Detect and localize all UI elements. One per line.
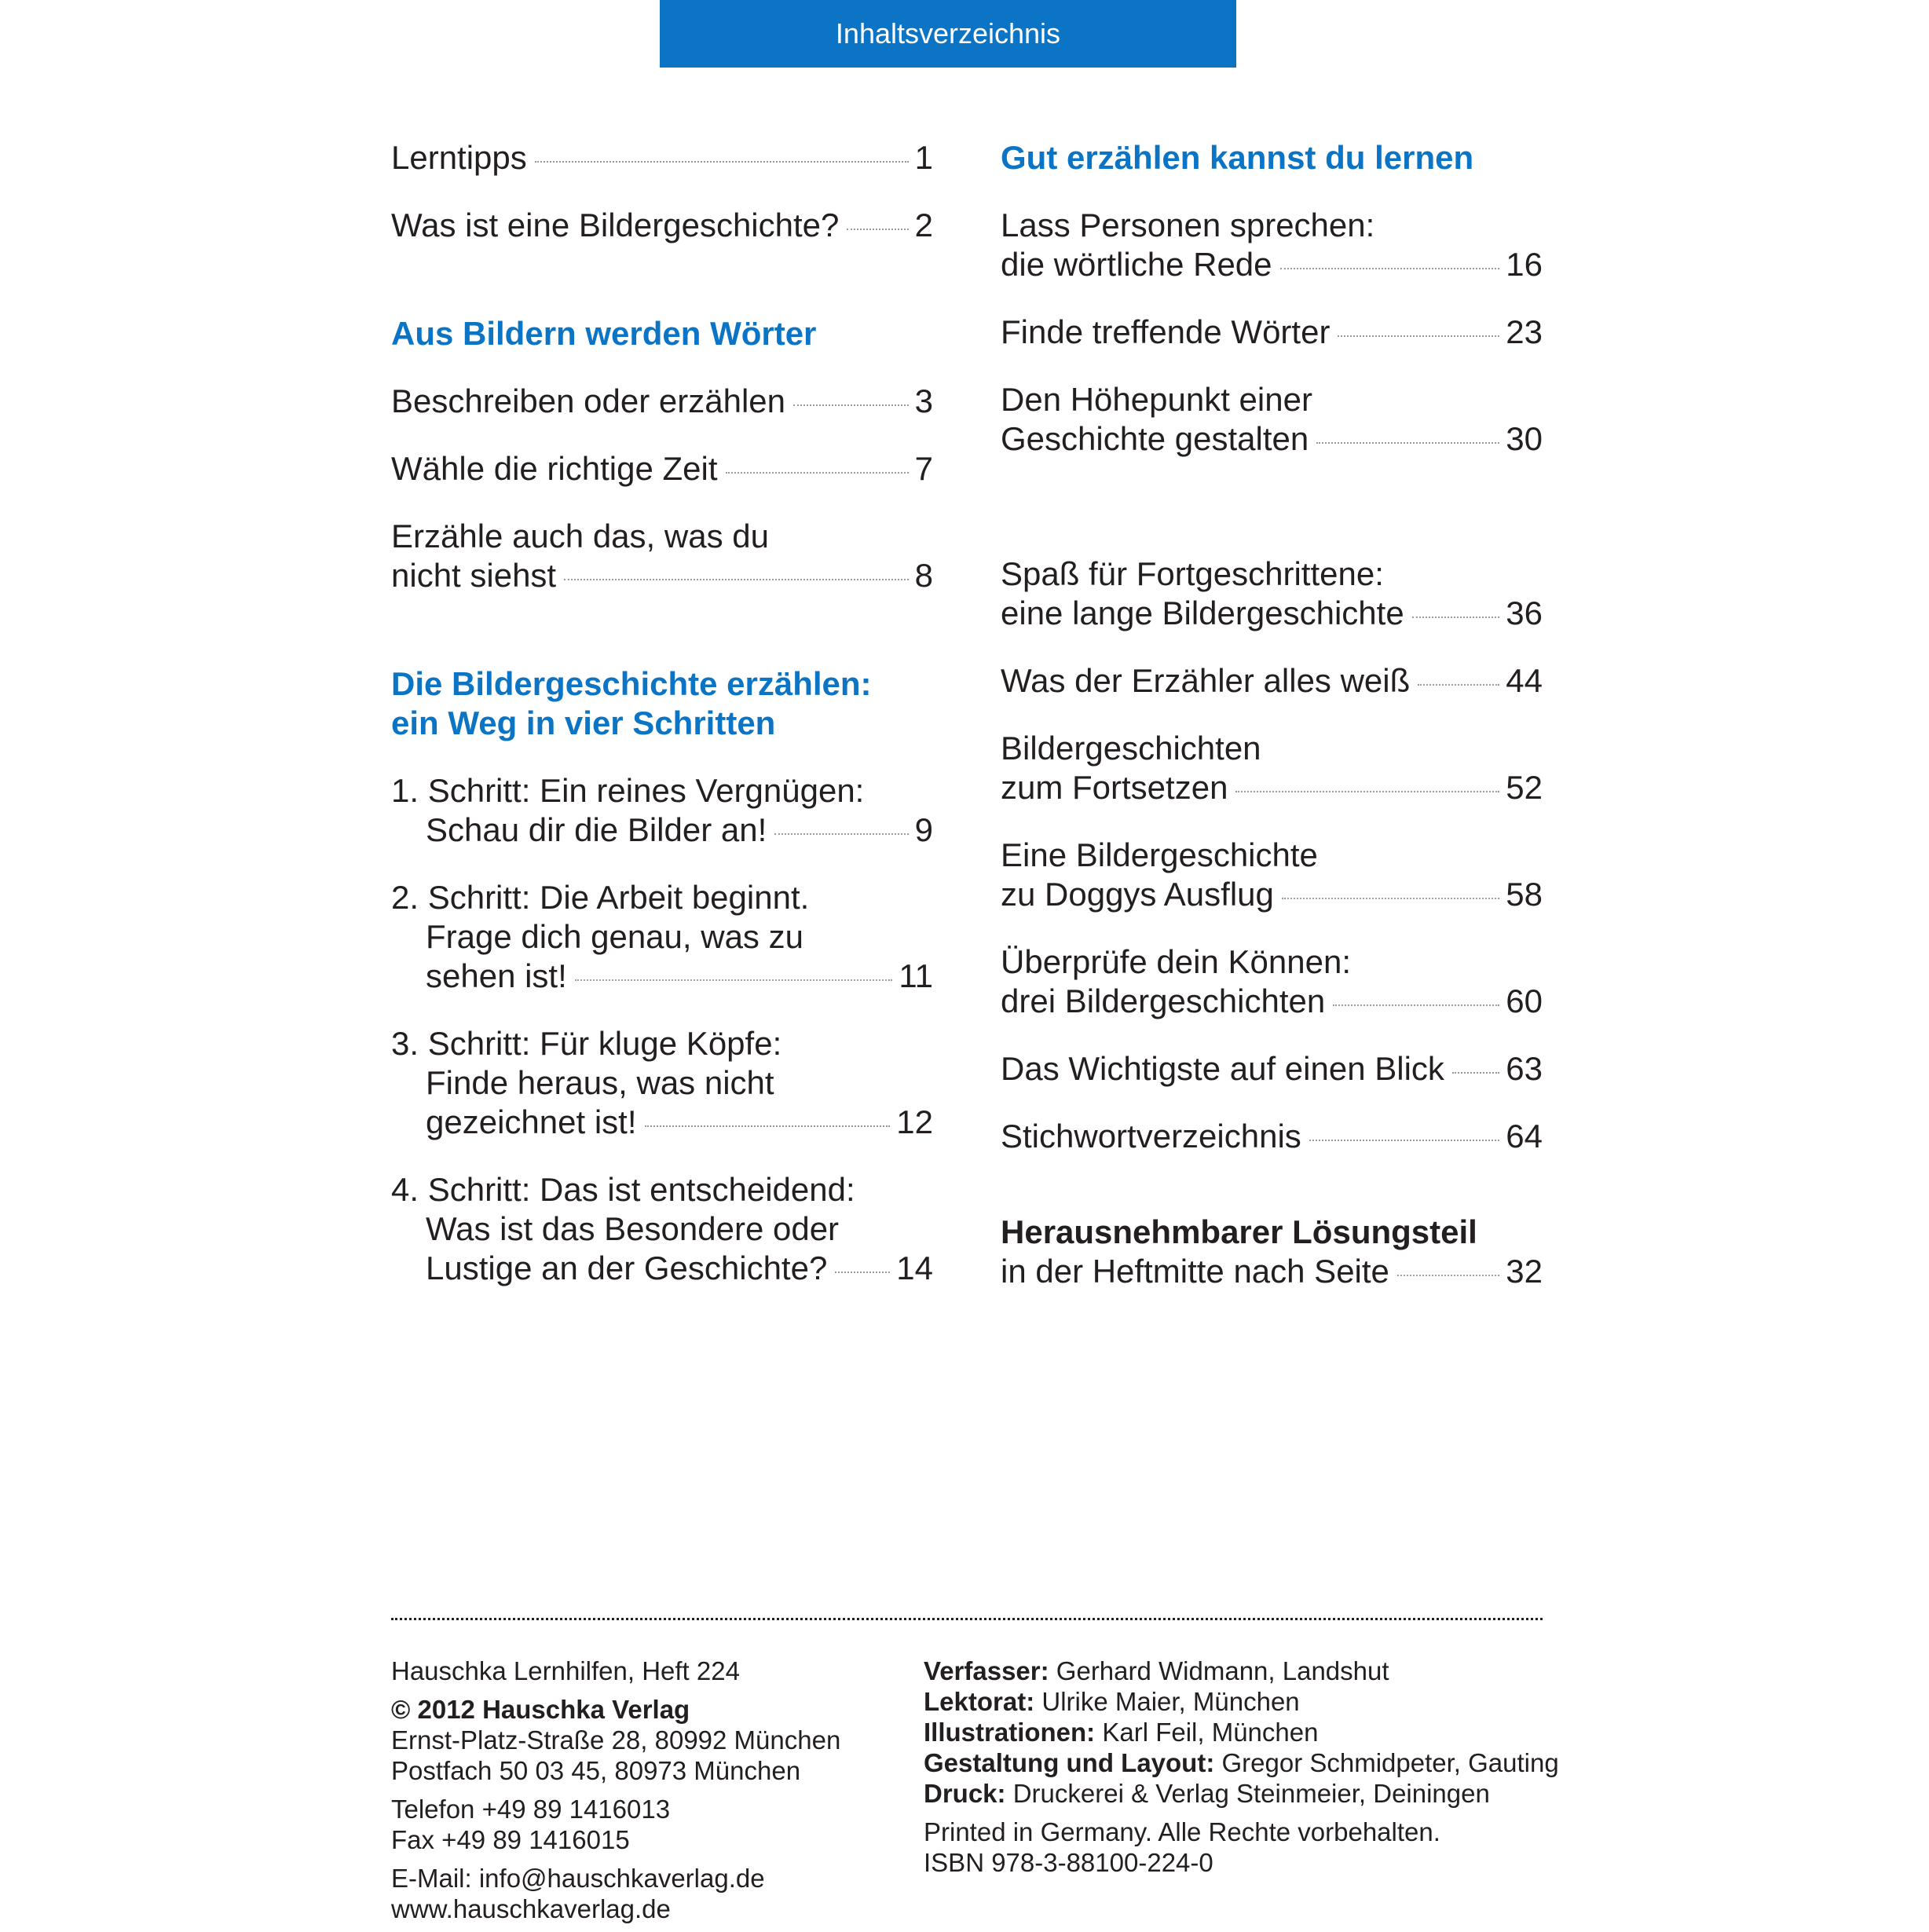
toc-page-number: 44 [1506,662,1543,699]
dot-leader [1280,268,1500,269]
imprint-rights: Printed in Germany. Alle Rechte vorbehalten. [924,1817,1440,1846]
dot-leader [564,579,909,580]
credit-illustration: Illustrationen: Karl Feil, München [924,1718,1319,1747]
toc-page-number: 52 [1506,769,1543,806]
toc-page-number: 2 [914,207,933,243]
toc-entry-title: die wörtliche Rede [1001,246,1272,283]
credit-print: Druck: Druckerei & Verlag Steinmeier, Deiningen [924,1779,1490,1808]
imprint-website[interactable]: www.hauschkaverlag.de [391,1894,671,1923]
toc-entry-title: zum Fortsetzen [1001,769,1228,806]
toc-entry-solutions[interactable] [1001,1213,1543,1291]
dot-leader [1316,442,1499,444]
dot-leader [645,1125,891,1127]
imprint-phone: Telefon +49 89 1416013 [391,1795,671,1824]
toc-page-number: 12 [896,1103,933,1140]
toc-entry-title: Bildergeschichten [1001,730,1261,767]
credit-design: Gestaltung und Layout: Gregor Schmidpeter, Gauting [924,1748,1559,1777]
toc-entry-title: in der Heftmitte nach Seite [1001,1253,1389,1290]
dot-leader [726,472,909,474]
toc-page-number: 9 [914,811,933,848]
dot-leader [1235,791,1499,792]
toc-entry-title: Lustige an der Geschichte? [426,1250,828,1286]
toc-entry-title: Was ist das Besondere oder [426,1210,840,1247]
dot-leader [535,161,909,163]
toc-entry-title: Geschichte gestalten [1001,420,1309,457]
dot-leader [835,1272,890,1273]
toc-page-number: 63 [1506,1050,1543,1087]
toc-page-number: 60 [1506,982,1543,1019]
toc-entry-title: zu Doggys Ausflug [1001,876,1274,913]
dot-leader [774,833,908,835]
toc-entry[interactable] [391,517,933,595]
toc-left-column [391,138,933,1316]
toc-entry-title: Schau dir die Bilder an! [426,811,767,848]
solutions-title: Herausnehmbarer Lösungsteil [1001,1213,1477,1250]
toc-entry[interactable] [1001,729,1543,807]
dot-leader [1418,684,1499,686]
dot-leader [1282,898,1499,899]
toc-entry[interactable] [1001,380,1543,459]
toc-entry[interactable] [391,1024,933,1142]
toc-entry-title: Was der Erzähler alles weiß [1001,662,1411,699]
toc-entry[interactable] [391,771,933,850]
toc-entry-title: Finde treffende Wörter [1001,313,1331,350]
imprint-address: Ernst-Platz-Straße 28, 80992 München [391,1725,841,1755]
dot-leader [1452,1072,1499,1074]
credit-editor: Lektorat: Ulrike Maier, München [924,1687,1300,1716]
toc-page-number: 30 [1506,420,1543,457]
dot-leader [575,979,893,981]
toc-entry[interactable] [1001,942,1543,1021]
toc-entry[interactable] [391,382,933,421]
toc-page-number: 32 [1506,1253,1543,1290]
toc-page-number: 16 [1506,246,1543,283]
toc-entry-title: 3. Schritt: Für kluge Köpfe: [391,1025,782,1062]
section-spacer [1001,487,1543,554]
toc-entry-title: Lerntipps [391,139,527,176]
imprint-email[interactable]: E-Mail: info@hauschkaverlag.de [391,1864,765,1893]
toc-page-number: 64 [1506,1118,1543,1154]
toc-entry-title: Spaß für Fortgeschrittene: [1001,555,1384,592]
toc-entry-title: gezeichnet ist! [426,1103,637,1140]
toc-entry-title: Den Höhepunkt einer [1001,381,1312,418]
toc-entry-title: Finde heraus, was nicht [426,1064,774,1101]
imprint-address: Postfach 50 03 45, 80973 München [391,1756,801,1785]
toc-page-number: 23 [1506,313,1543,350]
dot-leader [1338,335,1499,337]
toc-entry-title: sehen ist! [426,957,567,994]
dot-leader [793,404,909,406]
imprint-copyright: © 2012 Hauschka Verlag [391,1695,690,1724]
section-heading: Aus Bildern werden Wörter [391,315,817,352]
toc-entry[interactable] [391,138,933,177]
section-tab-inhaltsverzeichnis: Inhaltsverzeichnis [660,0,1236,68]
toc-entry-title: Das Wichtigste auf einen Blick [1001,1050,1444,1087]
toc-page-number: 58 [1506,876,1543,913]
toc-entry[interactable] [391,206,933,245]
toc-entry-title: eine lange Bildergeschichte [1001,595,1404,631]
toc-entry[interactable] [1001,1117,1543,1156]
toc-page-number: 36 [1506,595,1543,631]
section-heading: Die Bildergeschichte erzählen: ein Weg in vier Schritten [391,665,872,741]
imprint-publisher [391,1656,894,1932]
toc-entry[interactable] [391,1170,933,1288]
toc-page-number: 11 [899,957,933,994]
credit-author: Verfasser: Gerhard Widmann, Landshut [924,1656,1389,1685]
dot-leader [847,229,908,230]
dot-leader [1412,617,1500,618]
toc-entry-title: Frage dich genau, was zu [426,918,803,955]
toc-entry[interactable] [391,878,933,996]
toc-entry-title: 2. Schritt: Die Arbeit beginnt. [391,879,810,916]
dot-leader [1309,1140,1499,1141]
toc-page-number: 8 [914,557,933,594]
dotted-divider [391,1618,1543,1620]
toc-entry-title: Was ist eine Bildergeschichte? [391,207,840,243]
toc-entry-title: Stichwortverzeichnis [1001,1118,1301,1154]
imprint-credits [924,1656,1559,1886]
toc-page-number: 3 [914,382,933,419]
section-heading: Gut erzählen kannst du lernen [1001,139,1474,176]
toc-entry[interactable] [1001,313,1543,352]
toc-entry[interactable] [1001,661,1543,701]
toc-page-number: 1 [914,139,933,176]
imprint-isbn: ISBN 978-3-88100-224-0 [924,1848,1213,1877]
toc-entry-title: drei Bildergeschichten [1001,982,1326,1019]
toc-entry-title: 4. Schritt: Das ist entscheidend: [391,1171,855,1208]
toc-entry[interactable] [1001,836,1543,914]
toc-entry-title: Wähle die richtige Zeit [391,450,718,487]
toc-entry-title: Beschreiben oder erzählen [391,382,785,419]
toc-page-number: 7 [914,450,933,487]
toc-entry[interactable] [391,449,933,488]
toc-entry-title: Eine Bildergeschichte [1001,836,1318,873]
toc-entry[interactable] [1001,554,1543,633]
toc-page-number: 14 [896,1250,933,1286]
toc-entry-title: 1. Schritt: Ein reines Vergnügen: [391,772,865,809]
dot-leader [1397,1275,1499,1276]
toc-right-column [1001,138,1543,1319]
toc-entry-title: Lass Personen sprechen: [1001,207,1375,243]
toc-entry[interactable] [1001,1049,1543,1089]
toc-entry-title: Erzähle auch das, was du [391,518,769,554]
toc-entry-title: nicht siehst [391,557,557,594]
toc-entry-title: Überprüfe dein Können: [1001,943,1351,980]
toc-entry[interactable] [1001,206,1543,284]
dot-leader [1333,1004,1499,1006]
imprint-series: Hauschka Lernhilfen, Heft 224 [391,1656,740,1685]
imprint-fax: Fax +49 89 1416015 [391,1825,630,1854]
